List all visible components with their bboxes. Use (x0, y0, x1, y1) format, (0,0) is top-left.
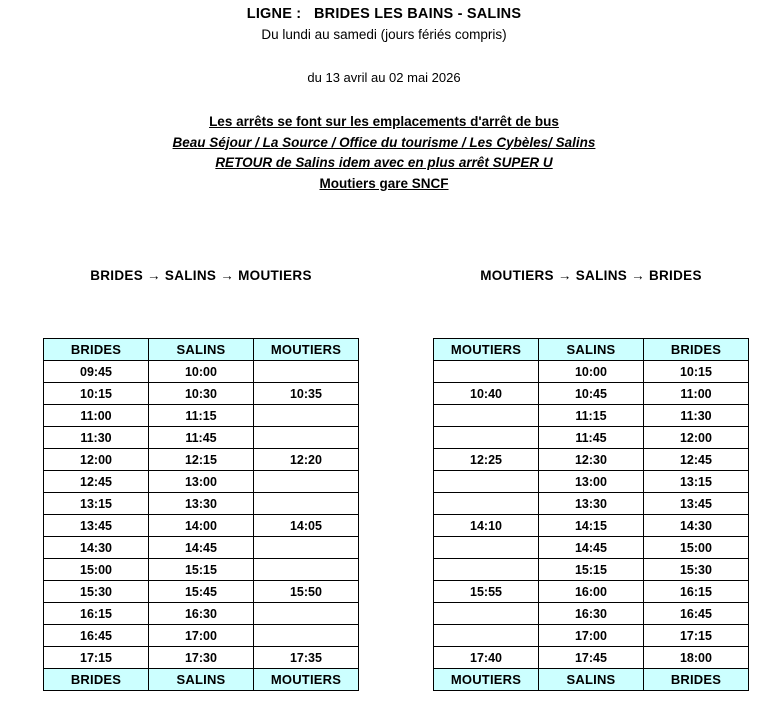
direction-heading-inbound: MOUTIERS → SALINS → BRIDES (480, 268, 702, 283)
table-row (44, 383, 359, 405)
timetable-outbound (43, 338, 359, 691)
table-row (44, 427, 359, 449)
empty-cell (434, 405, 539, 427)
departure-time-cell: 11:15 (148, 405, 253, 427)
column-header-outbound-2: MOUTIERS (253, 339, 358, 361)
departure-time-cell: 10:15 (643, 361, 748, 383)
departure-time-cell: 14:10 (434, 515, 539, 537)
table-row (434, 405, 749, 427)
departure-time-cell: 12:00 (44, 449, 149, 471)
document-header (0, 0, 768, 85)
departure-time-cell: 14:30 (44, 537, 149, 559)
table-row (434, 383, 749, 405)
empty-cell (253, 471, 358, 493)
table-row (44, 581, 359, 603)
departure-time-cell: 11:30 (44, 427, 149, 449)
table-row (434, 471, 749, 493)
departure-time-cell: 15:55 (434, 581, 539, 603)
table-row (434, 647, 749, 669)
departure-time-cell: 13:45 (643, 493, 748, 515)
departure-time-cell: 16:15 (643, 581, 748, 603)
empty-cell (253, 361, 358, 383)
departure-time-cell: 11:15 (538, 405, 643, 427)
departure-time-cell: 11:45 (538, 427, 643, 449)
departure-time-cell: 09:45 (44, 361, 149, 383)
table-row (434, 625, 749, 647)
empty-cell (434, 537, 539, 559)
table-row (44, 625, 359, 647)
service-days-subtitle: Du lundi au samedi (jours fériés compris) (261, 27, 507, 42)
notice-line-2-stops: Beau Séjour / La Source / Office du tourisme / Les Cybèles/ Salins (172, 134, 596, 150)
column-footer-outbound-0: BRIDES (44, 669, 149, 691)
table-header-row (434, 339, 749, 361)
table-row (44, 515, 359, 537)
departure-time-cell: 14:45 (538, 537, 643, 559)
departure-time-cell: 12:30 (538, 449, 643, 471)
departure-time-cell: 11:00 (44, 405, 149, 427)
departure-time-cell: 14:00 (148, 515, 253, 537)
departure-time-cell: 16:30 (148, 603, 253, 625)
empty-cell (434, 361, 539, 383)
departure-time-cell: 17:40 (434, 647, 539, 669)
table-row (44, 647, 359, 669)
empty-cell (434, 603, 539, 625)
departure-time-cell: 17:00 (148, 625, 253, 647)
column-header-inbound-0: MOUTIERS (434, 339, 539, 361)
direction-heading-outbound: BRIDES → SALINS → MOUTIERS (90, 268, 312, 283)
validity-period: du 13 avril au 02 mai 2026 (307, 70, 461, 85)
departure-time-cell: 12:25 (434, 449, 539, 471)
table-row (44, 493, 359, 515)
departure-time-cell: 17:30 (148, 647, 253, 669)
column-footer-inbound-2: BRIDES (643, 669, 748, 691)
departure-time-cell: 13:00 (148, 471, 253, 493)
departure-time-cell: 17:15 (44, 647, 149, 669)
table-header-row (44, 339, 359, 361)
departure-time-cell: 15:50 (253, 581, 358, 603)
table-row (434, 559, 749, 581)
departure-time-cell: 13:15 (44, 493, 149, 515)
departure-time-cell: 15:00 (643, 537, 748, 559)
departure-time-cell: 15:45 (148, 581, 253, 603)
departure-time-cell: 15:30 (643, 559, 748, 581)
departure-time-cell: 10:30 (148, 383, 253, 405)
empty-cell (253, 537, 358, 559)
empty-cell (434, 559, 539, 581)
departure-time-cell: 14:15 (538, 515, 643, 537)
departure-time-cell: 14:30 (643, 515, 748, 537)
departure-time-cell: 13:30 (148, 493, 253, 515)
table-footer-row (434, 669, 749, 691)
column-header-inbound-1: SALINS (538, 339, 643, 361)
notice-line-3-return: RETOUR de Salins idem avec en plus arrêt SUPER U (215, 155, 553, 171)
departure-time-cell: 13:15 (643, 471, 748, 493)
timetable-inbound-body (434, 361, 749, 669)
departure-time-cell: 11:30 (643, 405, 748, 427)
empty-cell (253, 427, 358, 449)
table-row (44, 449, 359, 471)
notice-line-1: Les arrêts se font sur les emplacements d'arrêt de bus (209, 114, 559, 129)
empty-cell (253, 625, 358, 647)
departure-time-cell: 16:45 (44, 625, 149, 647)
page-title: LIGNE : BRIDES LES BAINS - SALINS (246, 6, 522, 22)
table-row (44, 559, 359, 581)
departure-time-cell: 16:30 (538, 603, 643, 625)
departure-time-cell: 10:40 (434, 383, 539, 405)
table-row (434, 537, 749, 559)
departure-time-cell: 13:45 (44, 515, 149, 537)
departure-time-cell: 16:15 (44, 603, 149, 625)
table-row (44, 471, 359, 493)
departure-time-cell: 15:15 (538, 559, 643, 581)
departure-time-cell: 14:45 (148, 537, 253, 559)
empty-cell (434, 427, 539, 449)
departure-time-cell: 12:15 (148, 449, 253, 471)
departure-time-cell: 10:15 (44, 383, 149, 405)
table-row (434, 427, 749, 449)
departure-time-cell: 10:35 (253, 383, 358, 405)
departure-time-cell: 17:15 (643, 625, 748, 647)
empty-cell (253, 559, 358, 581)
column-header-outbound-0: BRIDES (44, 339, 149, 361)
departure-time-cell: 12:45 (44, 471, 149, 493)
empty-cell (253, 493, 358, 515)
departure-time-cell: 17:35 (253, 647, 358, 669)
timetable-outbound-body (44, 361, 359, 669)
table-row (434, 603, 749, 625)
table-footer-row (44, 669, 359, 691)
table-row (434, 581, 749, 603)
timetable-inbound-foot (434, 669, 749, 691)
departure-time-cell: 12:45 (643, 449, 748, 471)
departure-time-cell: 18:00 (643, 647, 748, 669)
empty-cell (434, 471, 539, 493)
timetable-outbound-head (44, 339, 359, 361)
table-row (434, 515, 749, 537)
departure-time-cell: 11:00 (643, 383, 748, 405)
departure-time-cell: 10:00 (148, 361, 253, 383)
table-row (434, 493, 749, 515)
column-footer-inbound-0: MOUTIERS (434, 669, 539, 691)
table-row (434, 361, 749, 383)
departure-time-cell: 16:00 (538, 581, 643, 603)
departure-time-cell: 10:00 (538, 361, 643, 383)
table-row (44, 405, 359, 427)
stops-notice (0, 85, 768, 194)
direction-headings (0, 268, 768, 294)
empty-cell (253, 405, 358, 427)
departure-time-cell: 11:45 (148, 427, 253, 449)
departure-time-cell: 12:00 (643, 427, 748, 449)
table-row (44, 537, 359, 559)
column-header-inbound-2: BRIDES (643, 339, 748, 361)
departure-time-cell: 12:20 (253, 449, 358, 471)
departure-time-cell: 14:05 (253, 515, 358, 537)
empty-cell (434, 625, 539, 647)
timetable-inbound-head (434, 339, 749, 361)
notice-line-4-station: Moutiers gare SNCF (319, 175, 449, 191)
column-footer-outbound-2: MOUTIERS (253, 669, 358, 691)
column-footer-outbound-1: SALINS (148, 669, 253, 691)
column-header-outbound-1: SALINS (148, 339, 253, 361)
departure-time-cell: 10:45 (538, 383, 643, 405)
table-row (434, 449, 749, 471)
table-row (44, 361, 359, 383)
empty-cell (434, 493, 539, 515)
table-row (44, 603, 359, 625)
departure-time-cell: 15:00 (44, 559, 149, 581)
column-footer-inbound-1: SALINS (538, 669, 643, 691)
departure-time-cell: 17:45 (538, 647, 643, 669)
empty-cell (253, 603, 358, 625)
departure-time-cell: 13:00 (538, 471, 643, 493)
timetable-inbound (433, 338, 749, 691)
departure-time-cell: 17:00 (538, 625, 643, 647)
timetable-outbound-foot (44, 669, 359, 691)
departure-time-cell: 16:45 (643, 603, 748, 625)
departure-time-cell: 13:30 (538, 493, 643, 515)
departure-time-cell: 15:15 (148, 559, 253, 581)
departure-time-cell: 15:30 (44, 581, 149, 603)
